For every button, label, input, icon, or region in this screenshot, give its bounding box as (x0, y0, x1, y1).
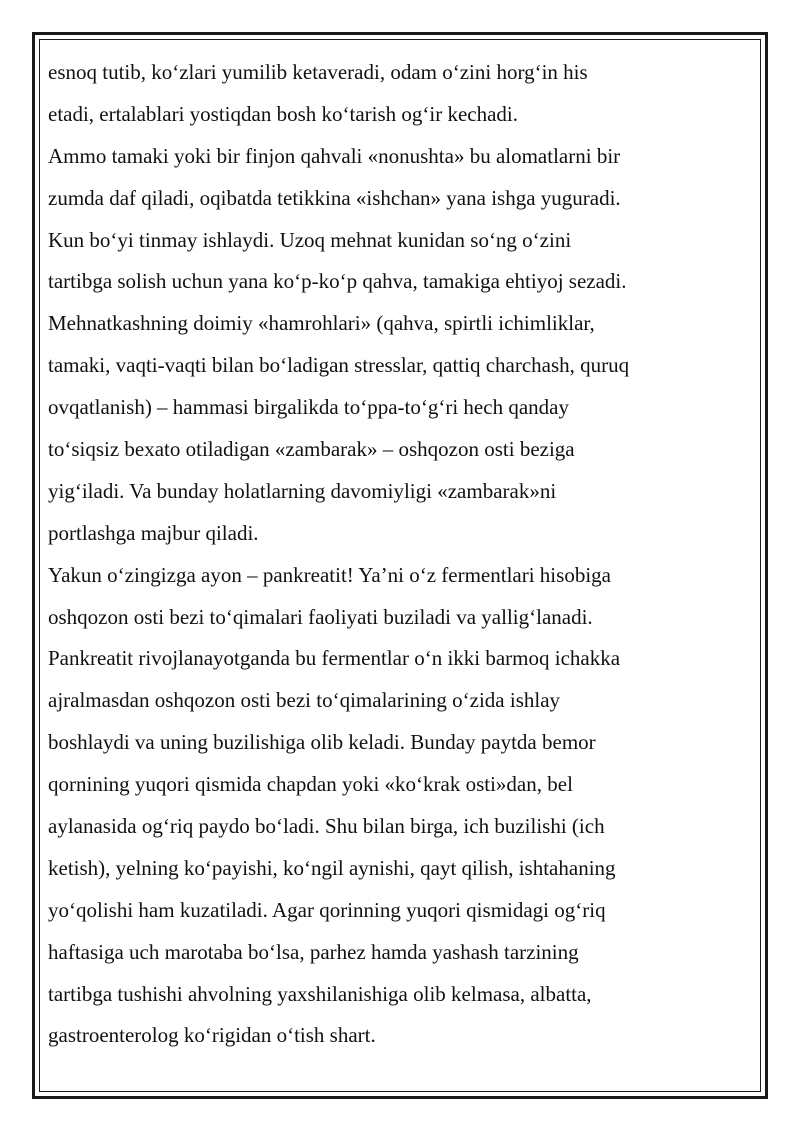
text-line: zumda daf qiladi, oqibatda tetikkina «ishchan» yana ishga yuguradi. (48, 185, 621, 210)
text-line: ketish), yelning ko‘payishi, ko‘ngil aynishi, qayt qilish, ishtahaning (48, 855, 616, 880)
text-line: tartibga tushishi ahvolning yaxshilanishiga olib kelmasa, albatta, (48, 981, 592, 1006)
text-line: aylanasida og‘riq paydo bo‘ladi. Shu bilan birga, ich buzilishi (ich (48, 814, 605, 839)
text-line: portlashga majbur qiladi. (48, 520, 259, 545)
text-line: yo‘qolishi ham kuzatiladi. Agar qorinning yuqori qismidagi og‘riq (48, 897, 606, 922)
text-line: Pankreatit rivojlanayotganda bu fermentlar o‘n ikki barmoq ichakka (48, 646, 621, 671)
text-line: etadi, ertalablari yostiqdan bosh ko‘tarish og‘ir kechadi. (48, 101, 519, 126)
text-line: Mehnatkashning doimiy «hamrohlari» (qahva, spirtli ichimliklar, (48, 311, 595, 336)
text-line: yig‘iladi. Va bunday holatlarning davomiyligi «zambarak»ni (48, 478, 557, 503)
text-line: haftasiga uch marotaba bo‘lsa, parhez hamda yashash tarzining (48, 939, 579, 964)
text-line: Kun bo‘yi tinmay ishlaydi. Uzoq mehnat kunidan so‘ng o‘zini (48, 227, 572, 252)
text-line: ajralmasdan oshqozon osti bezi to‘qimalarining o‘zida ishlay (48, 688, 561, 713)
text-line: oshqozon osti bezi to‘qimalari faoliyati buziladi va yallig‘lanadi. (48, 604, 593, 629)
text-line: gastroenterolog ko‘rigidan o‘tish shart. (48, 1023, 376, 1048)
text-line: ovqatlanish) – hammasi birgalikda to‘ppa-to‘g‘ri hech qanday (48, 395, 569, 420)
text-line: Ammo tamaki yoki bir finjon qahvali «nonushta» bu alomatlarni bir (48, 143, 621, 168)
text-line: tartibga solish uchun yana ko‘p-ko‘p qahva, tamakiga ehtiyoj sezadi. (48, 269, 627, 294)
text-line: Yakun o‘zingizga ayon – pankreatit! Ya’ni o‘z fermentlari hisobiga (48, 562, 611, 587)
text-line: to‘siqsiz bexato otiladigan «zambarak» – oshqozon osti beziga (48, 437, 575, 462)
body-text (48, 52, 738, 1057)
text-line: esnoq tutib, ko‘zlari yumilib ketaveradi, odam o‘zini horg‘in his (48, 60, 588, 84)
text-line: tamaki, vaqti-vaqti bilan bo‘ladigan stresslar, qattiq charchash, quruq (48, 353, 630, 378)
text-line: qornining yuqori qismida chapdan yoki «ko‘krak osti»dan, bel (48, 772, 573, 797)
text-line: boshlaydi va uning buzilishiga olib keladi. Bunday paytda bemor (48, 730, 596, 755)
